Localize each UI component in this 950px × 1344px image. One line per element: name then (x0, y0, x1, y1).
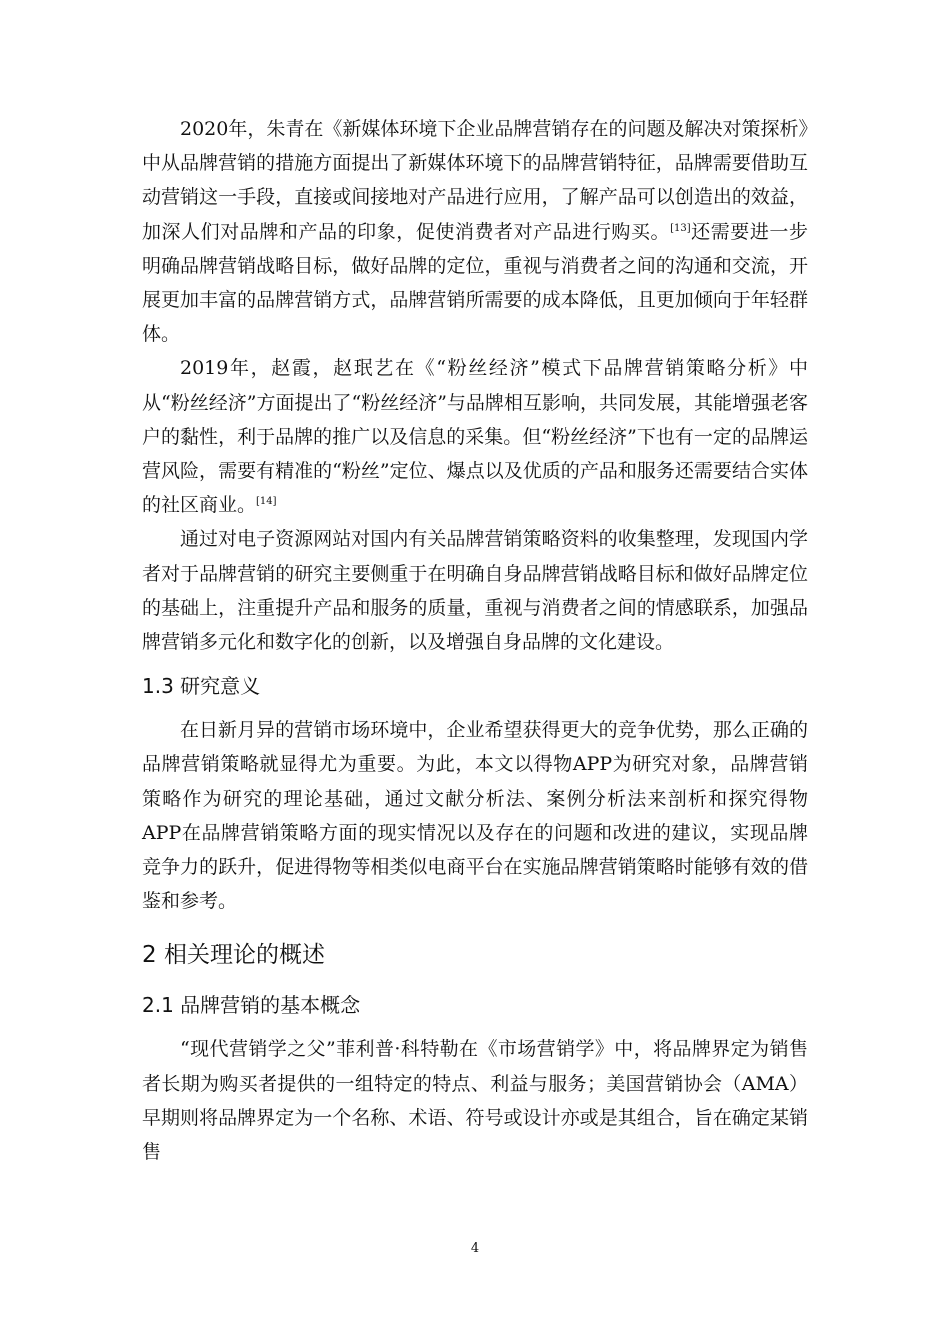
page-number: 4 (470, 1241, 480, 1256)
paragraph-zhuqing (142, 112, 808, 351)
paragraph-text: 2019年，赵霞，赵珉艺在《“粉丝经济”模式下品牌营销策略分析》中从“粉丝经济”方面提出了“粉丝经济”与品牌相互影响，共同发展，其能增强老客户的黏性，利于品牌的推广以及信息的采集。但“粉丝经济”下也有一定的品牌运营风险，需要有精准的“粉丝”定位、爆点以及优质的产品和服务还需要结合实体的社区商业。 (142, 357, 808, 517)
paragraph-zhaoxia (142, 351, 808, 522)
citation-13: [13] (670, 222, 691, 234)
heading-2-1-brand-marketing-concept: 2.1 品牌营销的基本概念 (142, 993, 361, 1018)
paragraph-text: 2020年，朱青在《新媒体环境下企业品牌营销存在的问题及解决对策探析》中从品牌营销的措施方面提出了新媒体环境下的品牌营销特征，品牌需要借助互动营销这一手段，直接或间接地对产品进行应用，了解产品可以创造出的效益，加深人们对品牌和产品的印象，促使消费者对产品进行购买。 (142, 118, 808, 243)
paragraph-brand-definition: “现代营销学之父”菲利普·科特勒在《市场营销学》中，将品牌界定为销售者长期为购买者提供的一组特定的特点、利益与服务；美国营销协会（AMA）早期则将品牌界定为一个名称、术语、符号或设计亦或是其组合，旨在确定某销售 (142, 1038, 808, 1164)
heading-1-3-research-significance: 1.3 研究意义 (142, 674, 261, 699)
paragraph-text-continued: 还需要进一步明确品牌营销战略目标，做好品牌的定位，重视与消费者之间的沟通和交流，开展更加丰富的品牌营销方式，品牌营销所需要的成本降低，且更加倾向于年轻群体。 (142, 220, 808, 346)
paragraph-summary: 通过对电子资源网站对国内有关品牌营销策略资料的收集整理，发现国内学者对于品牌营销的研究主要侧重于在明确自身品牌营销战略目标和做好品牌定位的基础上，注重提升产品和服务的质量，重视与消费者之间的情感联系，加强品牌营销多元化和数字化的创新，以及增强自身品牌的文化建设。 (142, 528, 808, 654)
paragraph-significance: 在日新月异的营销市场环境中，企业希望获得更大的竞争优势，那么正确的品牌营销策略就显得尤为重要。为此，本文以得物APP为研究对象，品牌营销策略作为研究的理论基础，通过文献分析法、案例分析法来剖析和探究得物APP在品牌营销策略方面的现实情况以及存在的问题和改进的建议，实现品牌竞争力的跃升，促进得物等相类似电商平台在实施品牌营销策略时能够有效的借鉴和参考。 (142, 719, 808, 913)
citation-14: [14] (256, 496, 277, 508)
page-content (142, 112, 808, 1169)
heading-2-theory-overview: 2 相关理论的概述 (142, 942, 325, 969)
